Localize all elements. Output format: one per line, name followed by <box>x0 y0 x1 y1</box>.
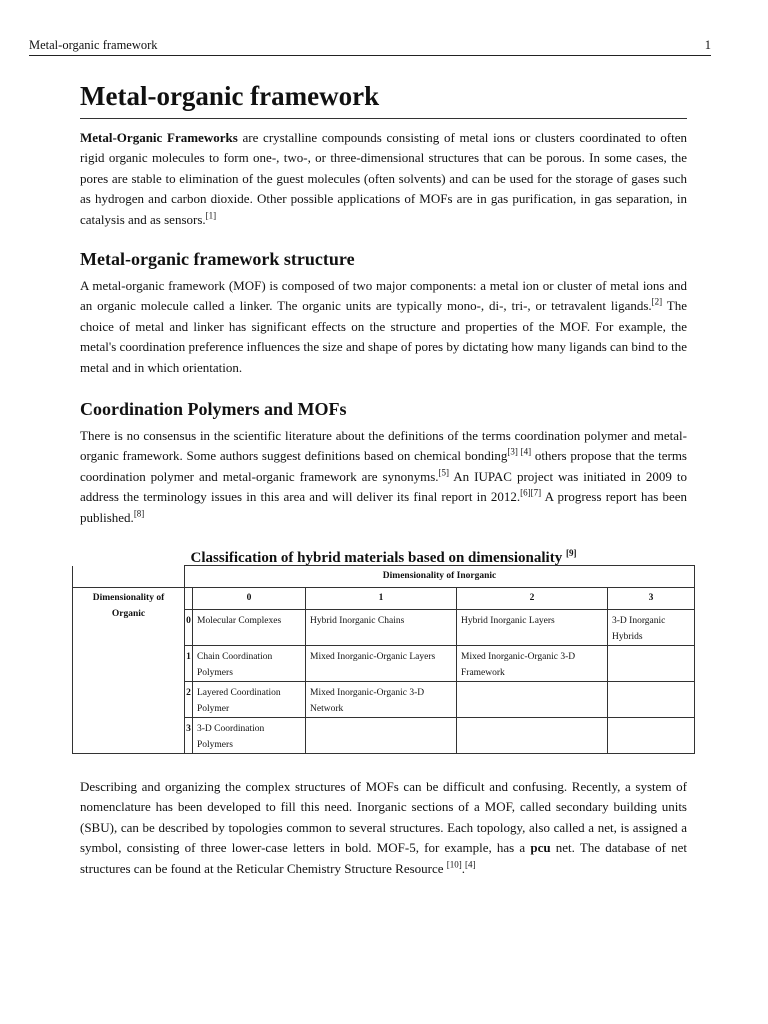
coordination-text-2: others propose that the terms coordination polymer and metal-organic framework are synonyms. <box>80 448 687 484</box>
nomenclature-paragraph <box>80 777 687 879</box>
running-head <box>29 37 711 56</box>
table-cell: Mixed Inorganic-Organic Layers <box>306 646 457 682</box>
row-header: 0 <box>185 610 193 646</box>
table-cell: Chain Coordination Polymers <box>193 646 306 682</box>
table-spacer-cell <box>73 682 185 718</box>
intro-paragraph <box>80 128 687 230</box>
citation-link[interactable]: [8] <box>133 508 145 519</box>
article-body <box>80 72 687 568</box>
table-cell <box>608 718 695 754</box>
table-cell: Hybrid Inorganic Layers <box>457 610 608 646</box>
row-header: 3 <box>185 718 193 754</box>
section-heading-structure: Metal-organic framework structure <box>80 249 355 270</box>
coordination-paragraph <box>80 426 687 528</box>
section-heading-coordination: Coordination Polymers and MOFs <box>80 399 347 420</box>
intro-text: are crystalline compounds consisting of metal ions or clusters coordinated to often rigid organic molecules to form one-, two-, or three-dimensional structures that can be porous. In some cases, the pores are stable to elimination of the guest molecules (often solvents) and can be used for the storage of gases such as hydrogen and carbon dioxide. Other possible applications of MOFs are in gas purification, in gas separation, in catalysis and as sensors. <box>80 130 687 227</box>
table-row <box>73 682 695 718</box>
table-cell: Mixed Inorganic-Organic 3-D Network <box>306 682 457 718</box>
column-header: 1 <box>306 588 457 610</box>
describe-text-1: Describing and organizing the complex structures of MOFs can be difficult and confusing. Recently, a system of nomenclature has been developed to fill this need. Inorganic sections of a MOF, called secondary building units (SBU), can be described by topologies common to several structures. Each topology, also called a net, is assigned a symbol, consisting of three lower-case letters in bold. MOF-5, for example, has a <box>80 779 687 856</box>
net-symbol: pcu <box>530 840 551 856</box>
citation-link[interactable]: [10] <box>446 859 462 870</box>
coordination-text-3: An IUPAC project was initiated in 2009 to address the terminology issues in this area and will deliver its final report in 2012. <box>80 468 688 505</box>
describe-text-2: net. The database of net structures can be found at the Reticular Chemistry Structure Resource <box>80 840 687 876</box>
table-cell <box>608 646 695 682</box>
column-header: 2 <box>457 588 608 610</box>
table-spacer-cell <box>73 718 185 754</box>
citation-link[interactable]: [3] [4] <box>507 447 532 458</box>
structure-text-1: A metal-organic framework (MOF) is composed of two major components: a metal ion or cluster of metal ions and an organic molecule called a linker. The organic units are typically mono-, di-, tri-, or tetravalent ligands. <box>80 278 687 314</box>
inorganic-header: Dimensionality of Inorganic <box>185 566 695 588</box>
table-spacer-cell <box>73 646 185 682</box>
column-spacer <box>185 588 193 610</box>
describe-text-3: . <box>461 860 466 876</box>
citation-link[interactable]: [9] <box>565 548 577 559</box>
citation-link[interactable]: [2] <box>651 297 663 308</box>
coordination-text-4: A progress report has been published. <box>80 489 687 525</box>
table-cell <box>457 682 608 718</box>
column-header: 0 <box>193 588 306 610</box>
table-cell: Layered Coordination Polymer <box>193 682 306 718</box>
citation-link[interactable]: [1] <box>205 210 217 221</box>
table-cell: Molecular Complexes <box>193 610 306 646</box>
structure-text-2: The choice of metal and linker has significant effects on the structure and properties of the MOF. For example, the metal's coordination preference influences the size and shape of pores by dictating how many ligands can bind to the metal and in which orientation. <box>80 298 687 375</box>
table-cell <box>608 682 695 718</box>
citation-link[interactable]: [6][7] <box>520 487 542 498</box>
table-cell: 3-D Coordination Polymers <box>193 718 306 754</box>
table-cell: Hybrid Inorganic Chains <box>306 610 457 646</box>
organic-header: Dimensionality of Organic <box>73 588 185 646</box>
row-header: 2 <box>185 682 193 718</box>
table-row <box>73 718 695 754</box>
page-number: 1 <box>704 38 711 52</box>
table-cell <box>306 718 457 754</box>
table-cell: Mixed Inorganic-Organic 3-D Framework <box>457 646 608 682</box>
classification-table <box>72 565 695 754</box>
table-cell <box>457 718 608 754</box>
coordination-text-1: There is no consensus in the scientific literature about the definitions of the terms coordination polymer and metal-organic framework. Some authors suggest definitions based on chemical bonding <box>80 428 687 464</box>
structure-paragraph <box>80 276 687 378</box>
intro-bold-term: Metal-Organic Frameworks <box>80 130 238 145</box>
running-head-title: Metal-organic framework <box>29 38 158 52</box>
table-corner-cell <box>73 566 185 588</box>
table-cell: 3-D Inorganic Hybrids <box>608 610 695 646</box>
page-title: Metal-organic framework <box>80 72 687 119</box>
table-caption-text: Classification of hybrid materials based on dimensionality <box>190 550 566 567</box>
table-row <box>73 646 695 682</box>
row-header: 1 <box>185 646 193 682</box>
column-header: 3 <box>608 588 695 610</box>
citation-link[interactable]: [5] <box>438 467 450 478</box>
citation-link[interactable]: [4] <box>465 859 476 870</box>
